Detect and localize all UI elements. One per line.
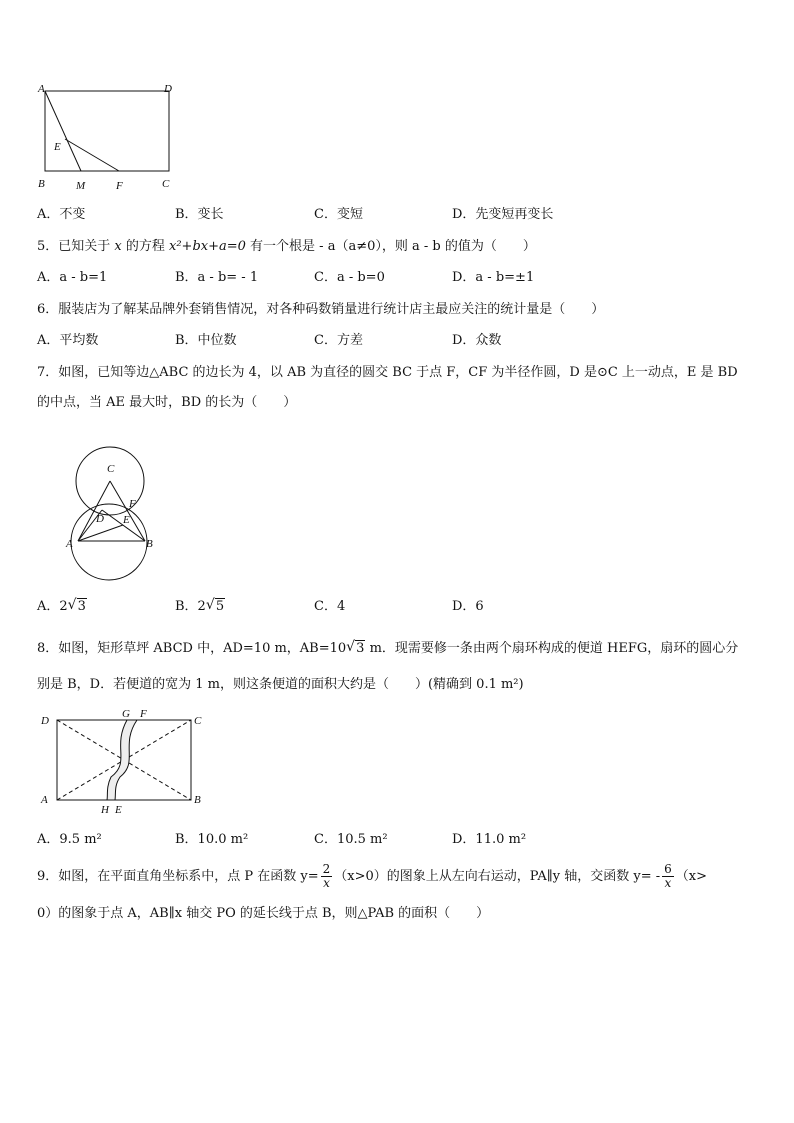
sqrt-3: √ 3: [68, 598, 87, 616]
label-F: F: [129, 498, 136, 510]
q4-rectangle-figure: [36, 80, 186, 195]
q8-stem-line2: 别是 B，D．若便道的宽为 1 m，则这条便道的面积大约是（ ）(精确到 0.1 m²): [37, 677, 524, 692]
q9-stem-pre: 9．如图，在平面直角坐标系中，点 P 在函数 y=: [37, 869, 319, 884]
q9-fraction-2-over-x: $\frac{2}{x}$: [322, 862, 331, 890]
q7-circles-figure: [60, 435, 170, 585]
q9-fraction-6-over-x: $\frac{6}{x}$: [664, 862, 672, 890]
q4-option-c[interactable]: C．变短: [314, 207, 363, 222]
q4-option-b[interactable]: B．变长: [175, 207, 224, 222]
q8-stem-post: m．现需要修一条由两个扇环构成的便道 HEFG，扇环的圆心分: [365, 641, 739, 656]
label-E: E: [115, 804, 122, 816]
q7-option-a[interactable]: [37, 598, 87, 616]
q5-option-c[interactable]: C．a - b=0: [314, 270, 385, 285]
q5-stem-mid: 的方程: [121, 239, 170, 254]
q5-equation: x²+bx+a=0: [169, 239, 246, 254]
q8-stem-line1: [37, 640, 738, 658]
q6-option-a[interactable]: A．平均数: [37, 333, 99, 348]
label-F: F: [116, 180, 123, 192]
q9-stem-end: （x>: [675, 869, 707, 884]
q9-stem-line2: 0）的图象于点 A，AB∥x 轴交 PO 的延长线于点 B，则△PAB 的面积（ ）: [37, 906, 490, 921]
q5-option-a[interactable]: A．a - b=1: [37, 270, 108, 285]
label-D: D: [164, 83, 172, 95]
q4-option-a[interactable]: A．不变: [37, 207, 86, 222]
label-B: B: [146, 538, 153, 550]
q6-option-d[interactable]: D．众数: [452, 333, 502, 348]
q6-option-c[interactable]: C．方差: [314, 333, 363, 348]
label-M: M: [76, 180, 86, 192]
label-A: A: [66, 538, 73, 550]
q7-option-b-prefix: B．2: [175, 599, 206, 614]
q5-var-x: x: [114, 239, 122, 254]
label-F: F: [140, 708, 147, 720]
q7-option-a-prefix: A．2: [37, 599, 68, 614]
q6-option-b[interactable]: B．中位数: [175, 333, 237, 348]
label-C: C: [162, 178, 170, 190]
q8-lawn-figure: [36, 707, 216, 819]
q8-stem-pre: 8．如图，矩形草坪 ABCD 中，AD=10 m，AB=10: [37, 641, 347, 656]
label-H: H: [101, 804, 109, 816]
q7-option-d[interactable]: D．6: [452, 599, 484, 614]
q8-option-b[interactable]: B．10.0 m²: [175, 832, 249, 847]
q5-option-d[interactable]: D．a - b=±1: [452, 270, 535, 285]
q8-option-a[interactable]: A．9.5 m²: [37, 832, 102, 847]
label-B: B: [194, 794, 201, 806]
q4-option-d[interactable]: D．先变短再变长: [452, 207, 554, 222]
label-C: C: [194, 715, 202, 727]
label-C: C: [107, 463, 115, 475]
q9-stem-mid: （x>0）的图象上从左向右运动，PA∥y 轴，交函数 y= -: [334, 869, 661, 884]
q5-option-b[interactable]: B．a - b= - 1: [175, 270, 259, 285]
q5-stem: [37, 238, 536, 256]
label-D: D: [96, 513, 104, 525]
label-E: E: [123, 514, 130, 526]
q8-option-d[interactable]: D．11.0 m²: [452, 832, 527, 847]
q7-option-b[interactable]: [175, 598, 225, 616]
label-A: A: [41, 794, 48, 806]
q9-stem-line1: [37, 862, 707, 892]
sqrt-3: √ 3: [346, 640, 365, 658]
label-D: D: [41, 715, 49, 727]
label-B: B: [38, 178, 45, 190]
q7-stem-line2: 的中点，当 AE 最大时，BD 的长为（ ）: [37, 395, 297, 410]
q6-stem: 6．服装店为了解某品牌外套销售情况，对各种码数销量进行统计店主最应关注的统计量是（ ）: [37, 302, 605, 317]
label-G: G: [122, 708, 130, 720]
label-E: E: [54, 141, 61, 153]
sqrt-5: √ 5: [206, 598, 225, 616]
q7-option-c[interactable]: C．4: [314, 599, 346, 614]
q5-stem-post: 有一个根是 - a（a≠0），则 a - b 的值为（ ）: [245, 239, 536, 254]
q7-stem-line1: 7．如图，已知等边△ABC 的边长为 4，以 AB 为直径的圆交 BC 于点 F，CF 为半径作圆，D 是⊙C 上一动点，E 是 BD: [37, 365, 738, 380]
q8-option-c[interactable]: C．10.5 m²: [314, 832, 388, 847]
q5-stem-pre: 5．已知关于: [37, 239, 115, 254]
label-A: A: [38, 83, 45, 95]
